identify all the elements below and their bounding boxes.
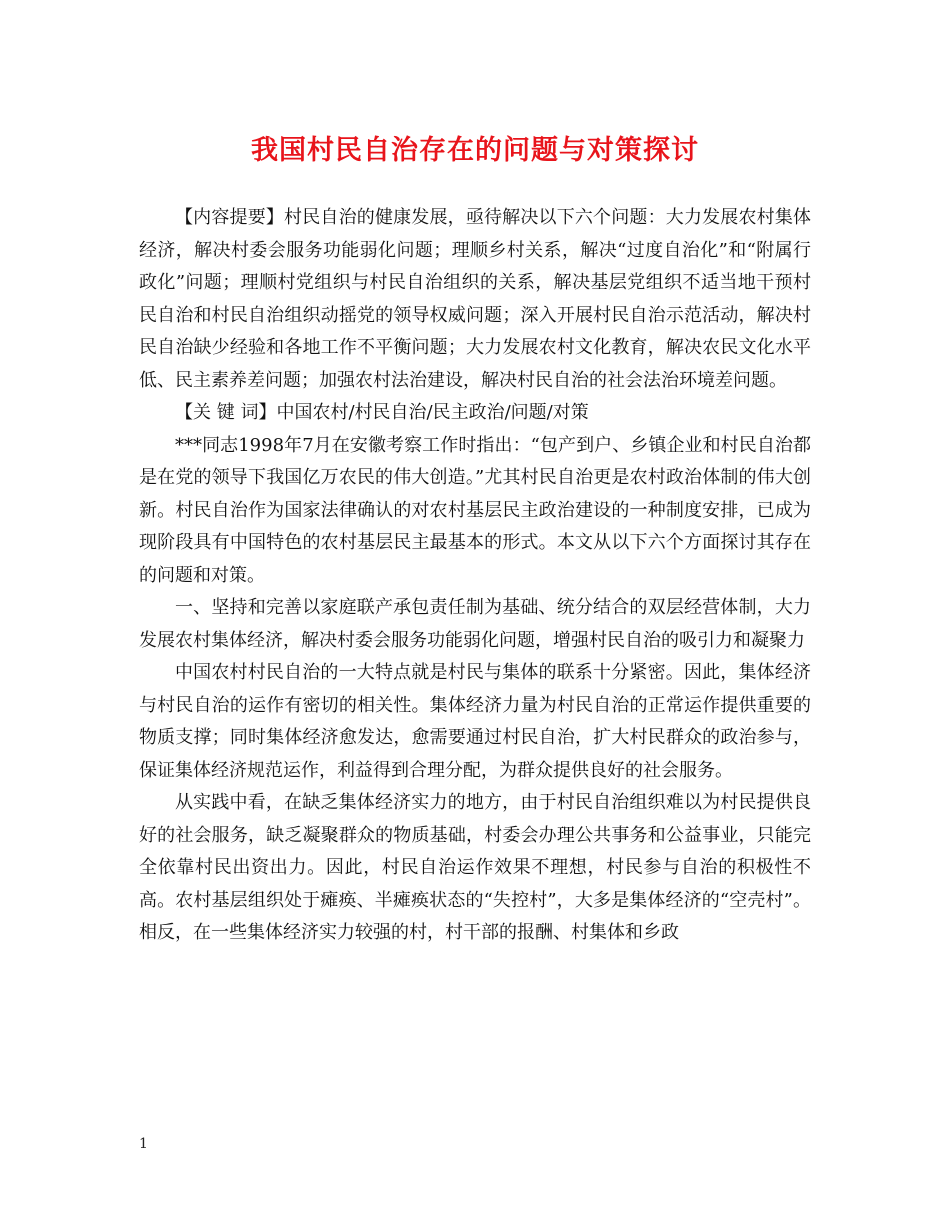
section-heading-1: 一、坚持和完善以家庭联产承包责任制为基础、统分结合的双层经营体制，大力发展农村集体经济，解决村委会服务功能弱化问题，增强村民自治的吸引力和凝聚力 bbox=[139, 597, 811, 651]
abstract-paragraph: 【内容提要】村民自治的健康发展，亟待解决以下六个问题：大力发展农村集体经济，解决村委会服务功能弱化问题；理顺乡村关系，解决“过度自治化”和“附属行政化”问题；理顺村党组织与村民自治组织的关系，解决基层党组织不适当地干预村民自治和村民自治组织动摇党的领导权威问题；深入开展村民自治示范活动，解决村民自治缺少经验和各地工作不平衡问题；大力发展农村文化教育，解决农民文化水平低、民主素养差问题；加强农村法治建设，解决村民自治的社会法治环境差问题。 bbox=[139, 207, 811, 391]
document-body bbox=[139, 202, 811, 950]
page-number: 1 bbox=[139, 1136, 148, 1152]
document-title: 我国村民自治存在的问题与对策探讨 bbox=[251, 135, 699, 166]
keywords-paragraph: 【关 键 词】中国农村/村民自治/民主政治/问题/对策 bbox=[175, 402, 589, 423]
body-paragraph: 中国农村村民自治的一大特点就是村民与集体的联系十分紧密。因此，集体经济与村民自治的运作有密切的相关性。集体经济力量为村民自治的正常运作提供重要的物质支撑；同时集体经济愈发达，愈需要通过村民自治，扩大村民群众的政治参与，保证集体经济规范运作，利益得到合理分配，为群众提供良好的社会服务。 bbox=[139, 662, 811, 781]
body-paragraph: 从实践中看，在缺乏集体经济实力的地方，由于村民自治组织难以为村民提供良好的社会服务，缺乏凝聚群众的物质基础，村委会办理公共事务和公益事业，只能完全依靠村民出资出力。因此，村民自治运作效果不理想，村民参与自治的积极性不高。农村基层组织处于瘫痪、半瘫痪状态的“失控村”，大多是集体经济的“空壳村”。相反，在一些集体经济实力较强的村，村干部的报酬、村集体和乡政 bbox=[139, 792, 811, 943]
intro-paragraph: ***同志1998年7月在安徽考察工作时指出：“包产到户、乡镇企业和村民自治都是在党的领导下我国亿万农民的伟大创造。”尤其村民自治更是农村政治体制的伟大创新。村民自治作为国家法律确认的对农村基层民主政治建设的一种制度安排，已成为现阶段具有中国特色的农村基层民主最基本的形式。本文从以下六个方面探讨其存在的问题和对策。 bbox=[139, 434, 811, 586]
